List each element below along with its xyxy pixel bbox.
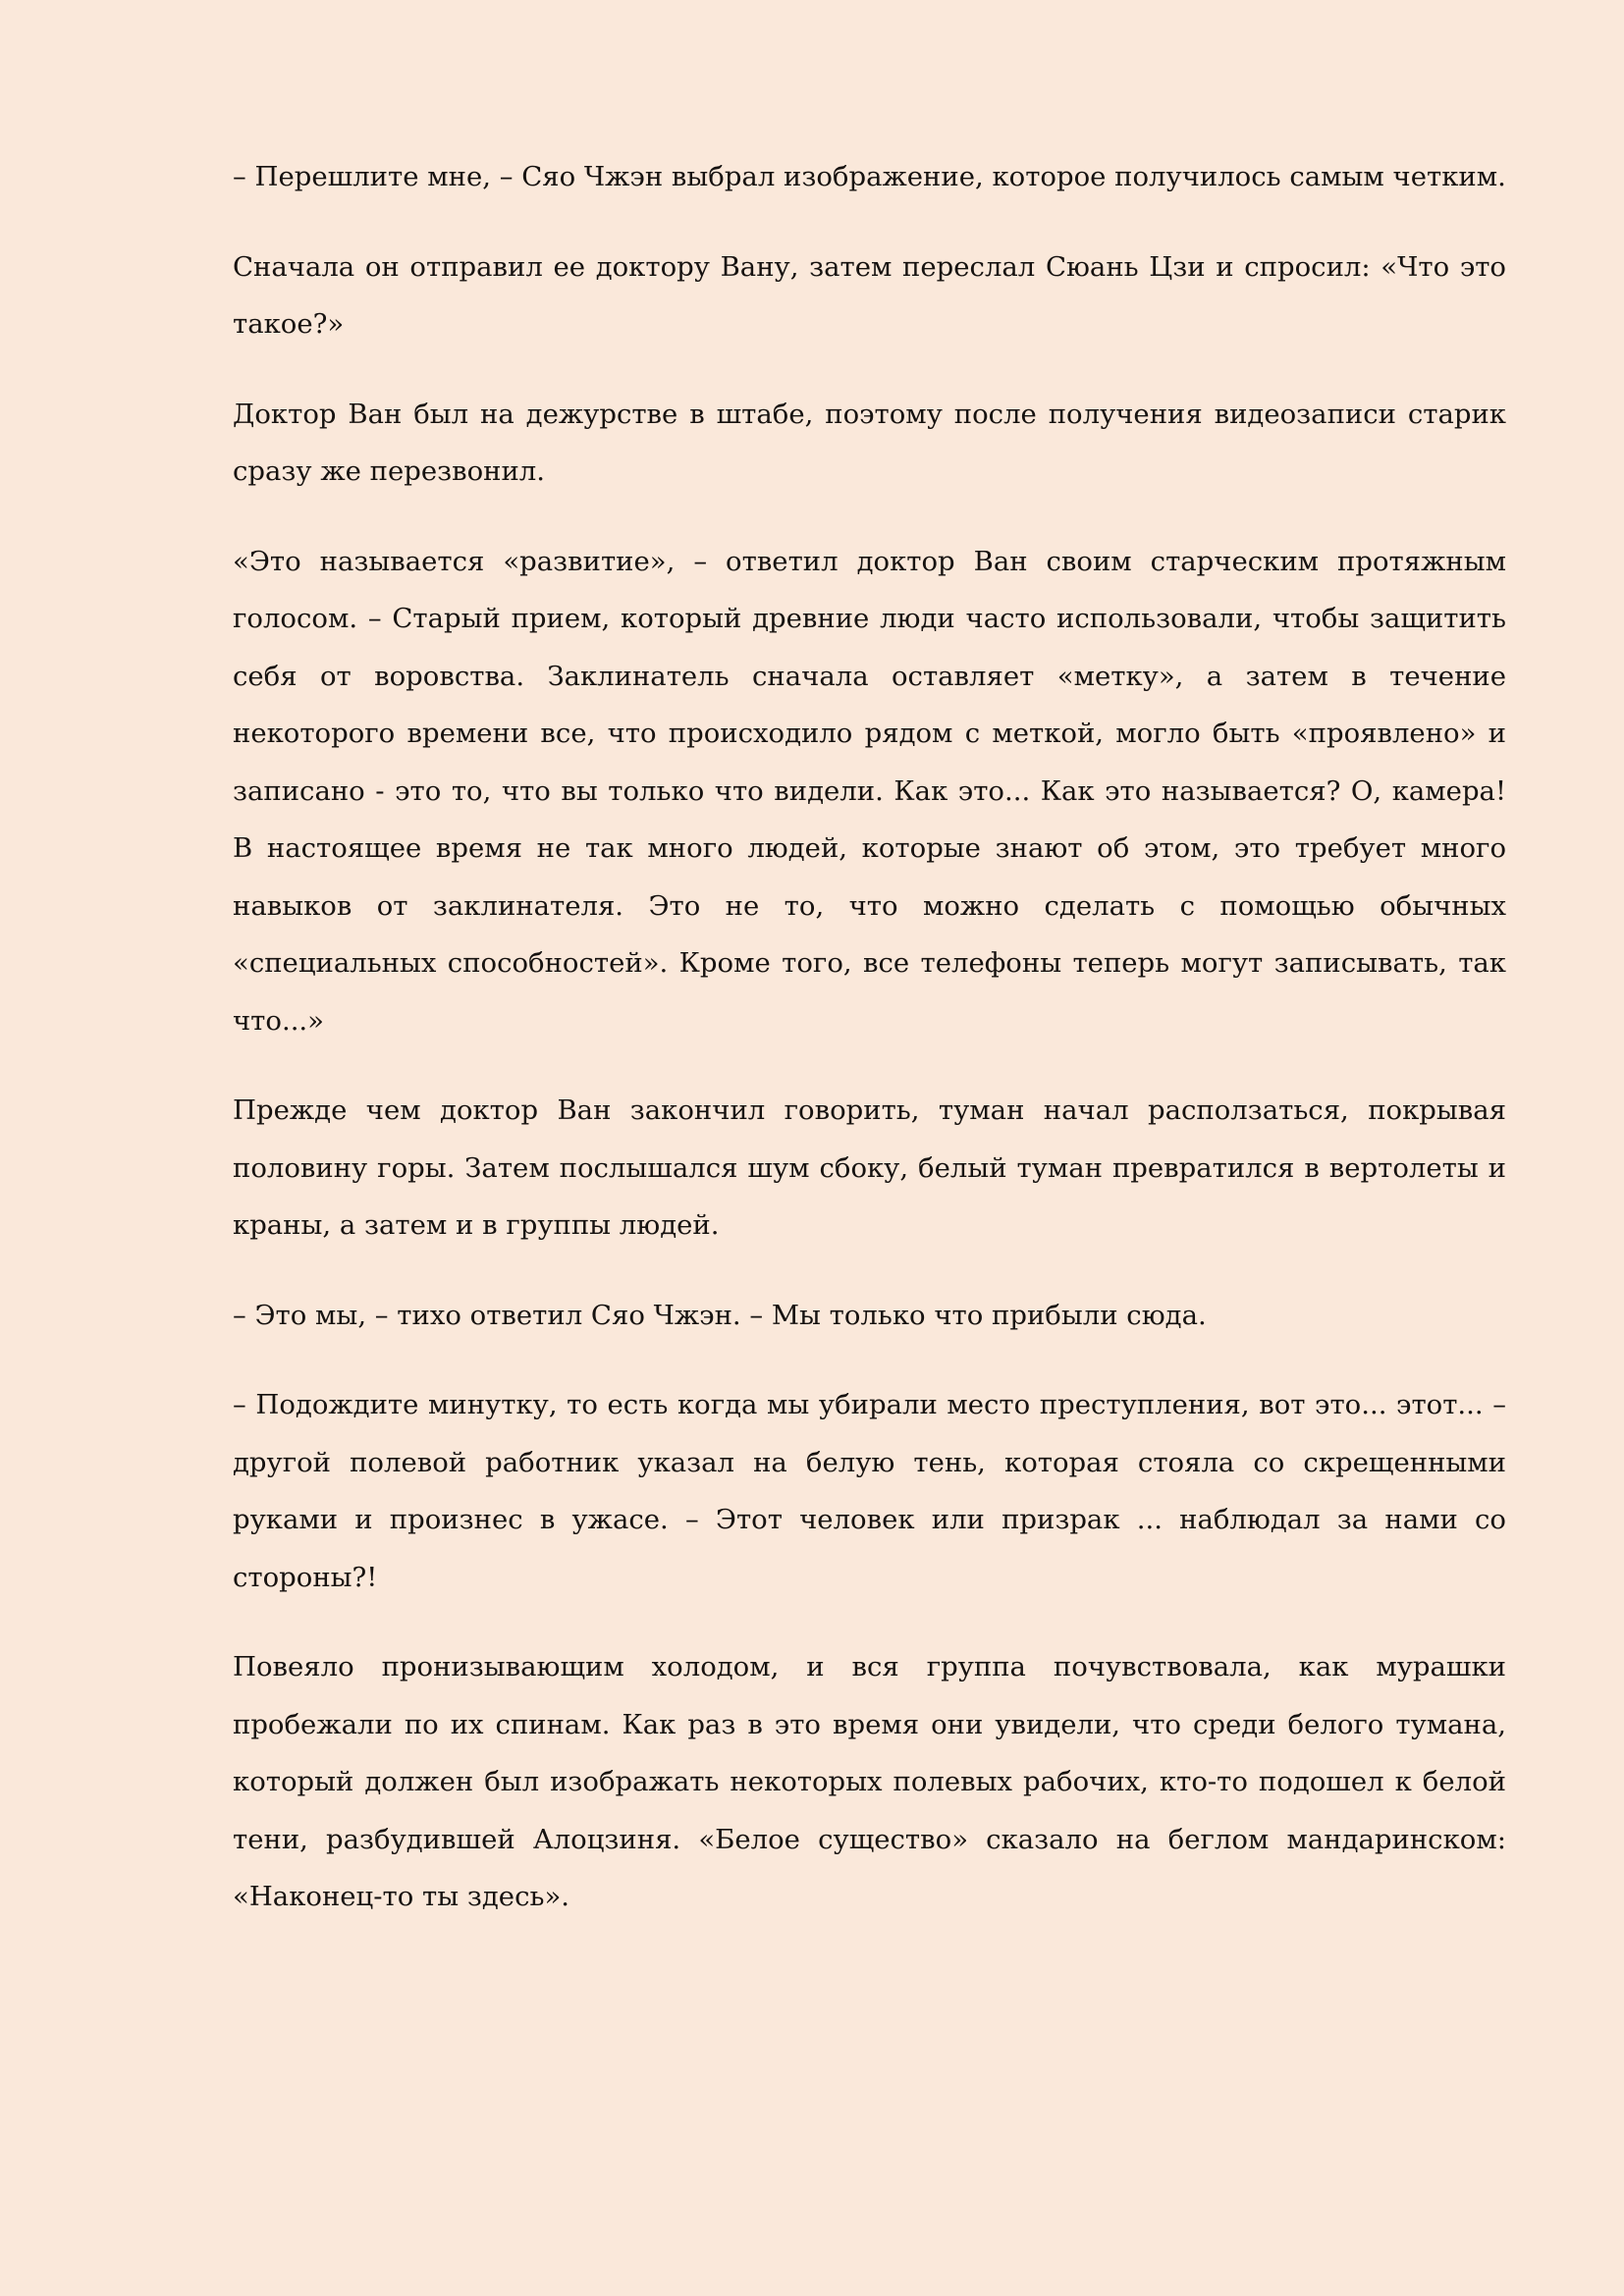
paragraph-1: – Перешлите мне, – Сяо Чжэн выбрал изображение, которое получилось самым четким.	[233, 161, 1506, 192]
paragraph-6: – Это мы, – тихо ответил Сяо Чжэн. – Мы только что прибыли сюда.	[233, 1299, 1207, 1331]
paragraph-4: «Это называется «развитие», – ответил доктор Ван своим старческим протяжным голосом. – Старый прием, который древние люди часто использовали, чтобы защитить себя от воровства. Заклинатель сначала оставляет «метку», а затем в течение некоторого времени все, что происходило рядом с меткой, могло быть «проявлено» и записано - это то, что вы только что видели. Как это... Как это называется? О, камера! В настоящее время не так много людей, которые знают об этом, это требует много навыков от заклинателя. Это не то, что можно сделать с помощью обычных «специальных способностей». Кроме того, все телефоны теперь могут записывать, так что...»	[233, 545, 1506, 1037]
paragraph-5: Прежде чем доктор Ван закончил говорить, туман начал расползаться, покрывая половину горы. Затем послышался шум сбоку, белый туман превратился в вертолеты и краны, а затем и в группы людей.	[233, 1095, 1506, 1241]
paragraph-8: Повеяло пронизывающим холодом, и вся группа почувствовала, как мурашки пробежали по их спинам. Как раз в это время они увидели, что среди белого тумана, который должен был изображать некоторых полевых рабочих, кто-то подошел к белой тени, разбудившей Алоцзиня. «Белое существо» сказало на беглом мандаринском: «Наконец-то ты здесь».	[233, 1651, 1506, 1912]
paragraph-7: – Подождите минутку, то есть когда мы убирали место преступления, вот это... этот... – другой полевой работник указал на белую тень, которая стояла со скрещенными руками и произнес в ужасе. – Этот человек или призрак ... наблюдал за нами со стороны?!	[233, 1389, 1506, 1593]
paragraph-2: Сначала он отправил ее доктору Вану, затем переслал Сюань Цзи и спросил: «Что это такое?»	[233, 250, 1506, 340]
paragraph-3: Доктор Ван был на дежурстве в штабе, поэтому после получения видеозаписи старик сразу же перезвонил.	[233, 398, 1506, 487]
